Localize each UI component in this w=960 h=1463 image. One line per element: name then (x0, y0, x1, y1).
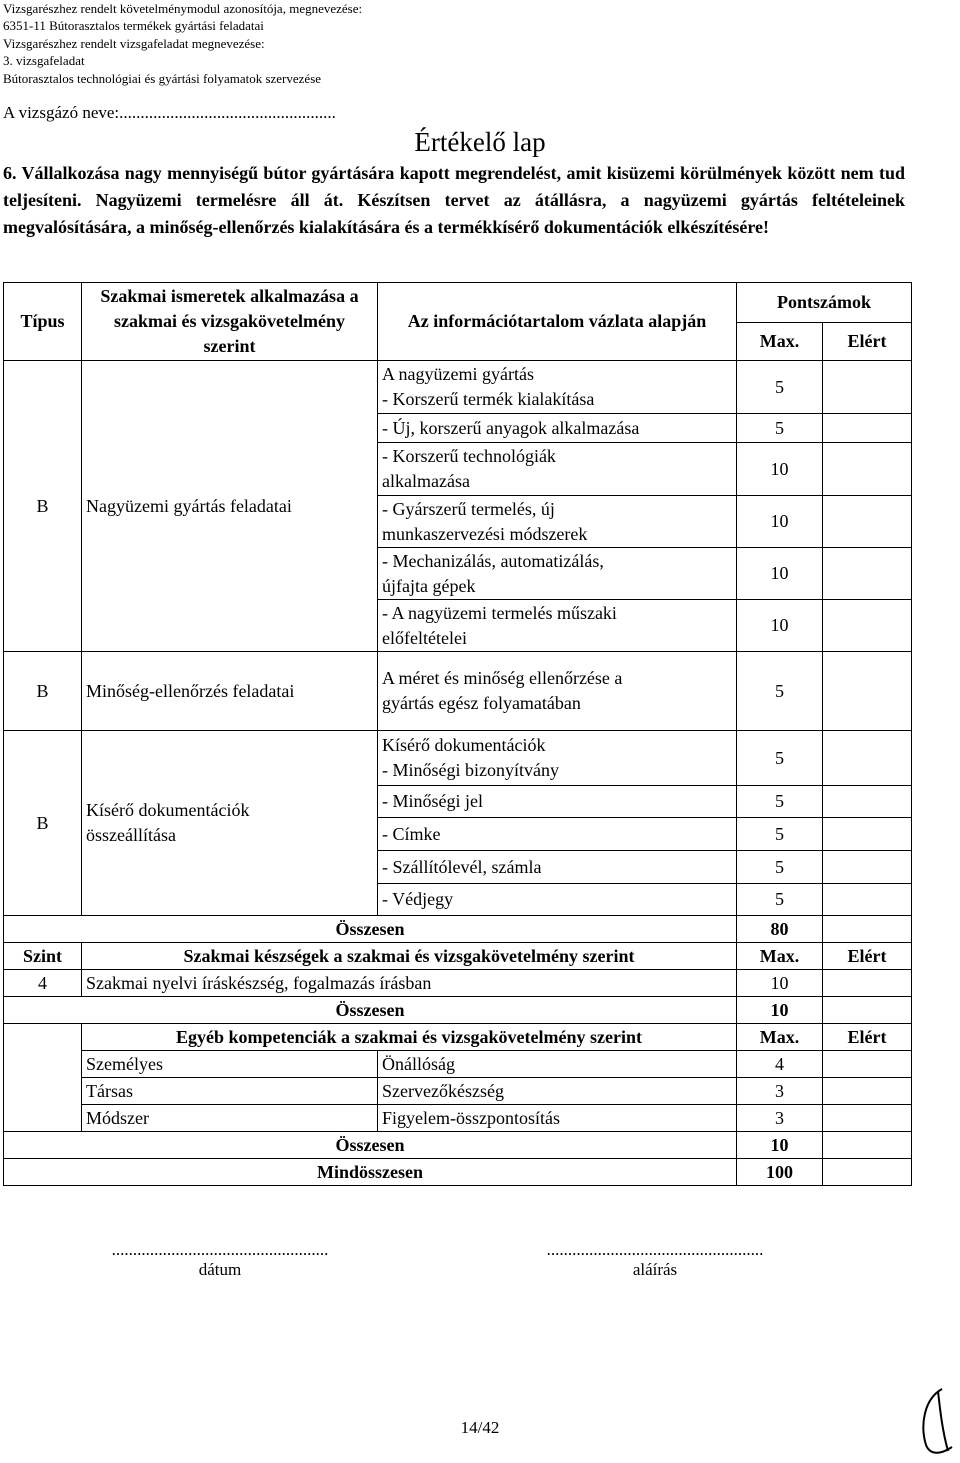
achieved-cell[interactable] (823, 818, 912, 851)
col-header-achieved: Elért (823, 943, 912, 970)
outline-cell: - Védjegy (378, 884, 737, 916)
section-header-row (4, 943, 912, 970)
table-row (4, 1105, 912, 1132)
max-cell: 5 (737, 652, 823, 731)
achieved-cell[interactable] (823, 1105, 912, 1132)
level-header: Szint (4, 943, 82, 970)
outline-cell: - Minőségi jel (378, 786, 737, 818)
max-cell: 3 (737, 1105, 823, 1132)
achieved-cell[interactable] (823, 1051, 912, 1078)
date-label: dátum (198, 1260, 242, 1279)
col-header-achieved: Elért (823, 323, 912, 361)
max-cell: 5 (737, 884, 823, 916)
table-row (4, 361, 912, 414)
competence-cell: Szervezőkészség (378, 1078, 737, 1105)
skills-section-title: Szakmai készségek a szakmai és vizsgakövetelmény szerint (82, 943, 737, 970)
achieved-cell[interactable] (823, 997, 912, 1024)
level-cell: 4 (4, 970, 82, 997)
achieved-cell[interactable] (823, 443, 912, 496)
max-cell: 10 (737, 970, 823, 997)
outline-cell: - Gyárszerű termelés, új munkaszervezési módszerek (378, 496, 737, 548)
col-header-points: Pontszámok (737, 283, 912, 323)
group1-name: Nagyüzemi gyártás feladatai (82, 361, 378, 652)
category-cell: Személyes (82, 1051, 378, 1078)
header-line-2: 6351-11 Bútorasztalos termékek gyártási feladatai (3, 18, 264, 34)
achieved-cell[interactable] (823, 652, 912, 731)
achieved-cell[interactable] (823, 916, 912, 943)
max-cell: 5 (737, 818, 823, 851)
page-title: Értékelő lap (414, 127, 546, 157)
max-cell: 10 (737, 548, 823, 600)
total-label: Összesen (4, 916, 737, 943)
page-number: 14/42 (460, 1418, 500, 1437)
header-line-4: 3. vizsgafeladat (3, 53, 85, 69)
outline-cell: - Szállítólevél, számla (378, 851, 737, 884)
outline-cell: Kísérő dokumentációk - Minőségi bizonyítvány (378, 731, 737, 786)
achieved-cell[interactable] (823, 361, 912, 414)
header-line-1: Vizsgarészhez rendelt követelménymodul azonosítója, megnevezése: (3, 1, 363, 16)
max-cell: 5 (737, 414, 823, 443)
total-label: Összesen (4, 997, 737, 1024)
achieved-cell[interactable] (823, 1159, 912, 1186)
total-max: 80 (737, 916, 823, 943)
total-row (4, 997, 912, 1024)
col-header-outline: Az információtartalom vázlata alapján (378, 283, 737, 361)
col-header-achieved: Elért (823, 1024, 912, 1051)
total-label: Összesen (4, 1132, 737, 1159)
achieved-cell[interactable] (823, 1078, 912, 1105)
col-header-max: Max. (737, 943, 823, 970)
sign-dots: ................................................... (546, 1240, 764, 1259)
achieved-cell[interactable] (823, 884, 912, 916)
total-max: 10 (737, 997, 823, 1024)
outline-cell: A nagyüzemi gyártás - Korszerű termék kialakítása (378, 361, 737, 414)
total-row (4, 1132, 912, 1159)
category-cell: Társas (82, 1078, 378, 1105)
achieved-cell[interactable] (823, 496, 912, 548)
handwritten-signature-icon (918, 1385, 958, 1457)
achieved-cell[interactable] (823, 786, 912, 818)
achieved-cell[interactable] (823, 548, 912, 600)
sign-signature-field (520, 1240, 790, 1280)
max-cell: 5 (737, 851, 823, 884)
document-header (3, 0, 362, 87)
col-header-skills: Szakmai ismeretek alkalmazása a szakmai és vizsgakövetelmény szerint (82, 283, 378, 361)
table-row (4, 731, 912, 786)
date-signature-field (85, 1240, 355, 1280)
competence-cell: Figyelem-összpontosítás (378, 1105, 737, 1132)
col-header-type: Típus (4, 283, 82, 361)
achieved-cell[interactable] (823, 1132, 912, 1159)
outline-cell: - Mechanizálás, automatizálás, újfajta gépek (378, 548, 737, 600)
max-cell: 10 (737, 600, 823, 652)
achieved-cell[interactable] (823, 731, 912, 786)
section-header-row (4, 1024, 912, 1051)
evaluation-table (3, 282, 912, 1186)
outline-cell: - A nagyüzemi termelés műszaki előfeltételei (378, 600, 737, 652)
max-cell: 4 (737, 1051, 823, 1078)
outline-cell: - Új, korszerű anyagok alkalmazása (378, 414, 737, 443)
category-cell: Módszer (82, 1105, 378, 1132)
max-cell: 5 (737, 361, 823, 414)
max-cell: 5 (737, 731, 823, 786)
group2-name: Minőség-ellenőrzés feladatai (82, 652, 378, 731)
table-row (4, 970, 912, 997)
group2-type: B (4, 652, 82, 731)
col-header-max: Max. (737, 323, 823, 361)
max-cell: 10 (737, 443, 823, 496)
outline-cell: - Címke (378, 818, 737, 851)
group3-type: B (4, 731, 82, 916)
max-cell: 10 (737, 496, 823, 548)
sign-label: aláírás (632, 1260, 678, 1279)
col-header-max: Max. (737, 1024, 823, 1051)
outline-cell: - Korszerű technológiák alkalmazása (378, 443, 737, 496)
grand-total-label: Mindösszesen (4, 1159, 737, 1186)
total-max: 10 (737, 1132, 823, 1159)
achieved-cell[interactable] (823, 600, 912, 652)
achieved-cell[interactable] (823, 970, 912, 997)
table-row (4, 1051, 912, 1078)
grand-total-max: 100 (737, 1159, 823, 1186)
header-line-3: Vizsgarészhez rendelt vizsgafeladat megnevezése: (3, 35, 265, 51)
max-cell: 5 (737, 786, 823, 818)
outline-cell: A méret és minőség ellenőrzése a gyártás egész folyamatában (378, 652, 737, 731)
max-cell: 3 (737, 1078, 823, 1105)
skill-cell: Szakmai nyelvi íráskészség, fogalmazás írásban (82, 970, 737, 997)
table-row (4, 652, 912, 731)
competence-cell: Önállóság (378, 1051, 737, 1078)
task-description: 6. Vállalkozása nagy mennyiségű bútor gyártására kapott megrendelést, amit kisüzemi körülmények között nem tud teljesíteni. Nagyüzemi termelésre áll át. Készítsen tervet az átállásra, a nagyüzemi gyártás feltételeinek megvalósítására, a minőség-ellenőrzés kialakítására és a termékkísérő dokumentációk elkészítésére! (3, 163, 905, 237)
group3-name: Kísérő dokumentációk összeállítása (82, 731, 378, 916)
achieved-cell[interactable] (823, 851, 912, 884)
date-dots: ................................................... (111, 1240, 329, 1259)
grand-total-row (4, 1159, 912, 1186)
group1-type: B (4, 361, 82, 652)
header-line-5: Bútorasztalos technológiai és gyártási folyamatok szervezése (3, 70, 322, 86)
achieved-cell[interactable] (823, 414, 912, 443)
examinee-name-field: A vizsgázó neve:................................................... (3, 103, 336, 122)
total-row (4, 916, 912, 943)
table-row (4, 1078, 912, 1105)
competence-section-title: Egyéb kompetenciák a szakmai és vizsgakövetelmény szerint (82, 1024, 737, 1051)
